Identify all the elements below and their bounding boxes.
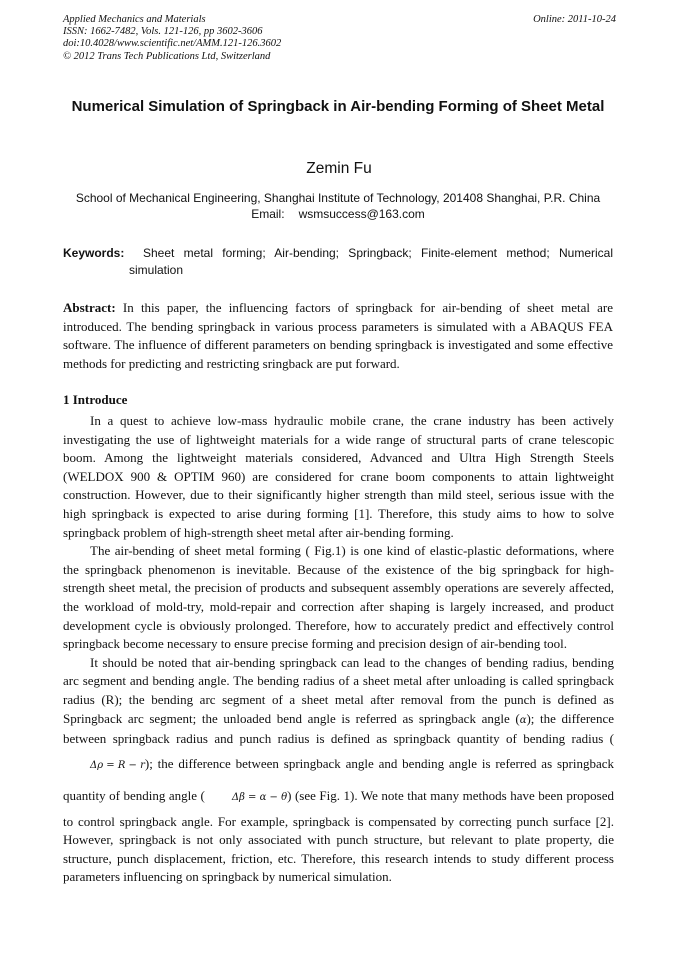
keywords-line-1 [63, 245, 613, 262]
paragraph-3-part-c: ); the difference between springback angle and bending angle is referred as springback quantity of bending angle ( [63, 755, 614, 803]
affiliation-block [63, 190, 613, 222]
paragraph-2: The air-bending of sheet metal forming ( Fig.1) is one kind of elastic-plastic deformations, where the springback phenomenon is inevitable. Because of the existence of the big springback for high-strength sheet metal, the precision of products and subsequent assembly operations are severely affected, the workload of mold-try, mold-repair and correction after shaping is largely increased, and product development cycle is obviously prolonged. Therefore, how to accurately predict and effectively control springback become necessary to ensure precise forming and precision design of air-bending tool. [63, 543, 614, 652]
alpha-symbol: α [519, 714, 527, 726]
keywords-line-2: simulation [129, 263, 184, 277]
online-date: Online: 2011-10-24 [533, 14, 616, 25]
email-label: Email: [251, 207, 285, 221]
paper-title: Numerical Simulation of Springback in Air-bending Forming of Sheet Metal [71, 98, 605, 115]
journal-header [63, 14, 616, 63]
affiliation: School of Mechanical Engineering, Shanghai Institute of Technology, 201408 Shanghai, P.R. China [75, 191, 601, 205]
paragraph-3 [63, 654, 614, 887]
paragraph-3-part-a: It should be noted that air-bending springback can lead to the changes of bending radius, bending arc segment and bending angle. The bending radius of a sheet metal after unloading is called springback radius (R); the bending arc segment of a sheet metal after removal from the punch is defined as Springback arc segment; the unloaded bend angle is referred as springback angle ( [63, 654, 614, 726]
paragraph-1: In a quest to achieve low-mass hydraulic mobile crane, the crane industry has been actively investigating the use of lightweight materials for a wide range of structural parts of crane telescopic boom. Among the lightweight materials considered, Advanced and Ultra High Strength Steels (WELDOX 900 & OPTIM 960) are considered for crane boom components to attain lightweight construction. However, due to their significantly higher strength than mild steel, serious issue with the high springback is expected to arise during forming [1]. Therefore, this study aims to how to solve springback problem of high-strength sheet metal after air-bending forming. [63, 413, 614, 540]
author-name: Zemin Fu [306, 160, 372, 177]
abstract-label: Abstract: [63, 300, 116, 315]
equation-delta-beta: Δβ = α − θ [231, 791, 288, 803]
paragraph-3-part-b: ); the difference between springback radius and punch radius is defined as springback quantity of bending radius ( [63, 710, 614, 747]
email-line [63, 206, 613, 222]
issn-line: ISSN: 1662-7482, Vols. 121-126, pp 3602-3606 [63, 26, 263, 38]
copyright-line: © 2012 Trans Tech Publications Ltd, Switzerland [63, 50, 271, 62]
journal-name: Applied Mechanics and Materials [63, 14, 206, 25]
equation-delta-rho: Δρ = R − r [90, 759, 145, 771]
section-body [63, 412, 614, 887]
abstract-text: In this paper, the influencing factors of springback for air-bending of sheet metal are introduced. The bending springback in various process parameters is simulated with a ABAQUS FEA software. The influence of different parameters on bending springback is investigated and some effective methods for predicting and restricting sringback are put forward. [63, 300, 614, 371]
section-heading: 1 Introduce [63, 392, 128, 407]
keywords-label: Keywords: [63, 246, 125, 260]
paragraph-3-part-d: ) (see Fig. 1). We note that many methods have been proposed to control springback angle. For example, springback is compensated by correcting punch surface [2]. However, springback is not only associated with punch structure, but relevant to plate property, die structure, punch displacement, friction, etc. Therefore, this research intends to study different process parameters influencing on springback by numerical simulation. [63, 787, 614, 885]
keywords-text: Sheet metal forming; Air-bending; Springback; Finite-element method; Numerical [142, 246, 614, 260]
abstract-block [63, 299, 613, 373]
doi-line: doi:10.4028/www.scientific.net/AMM.121-126.3602 [63, 38, 282, 50]
email-address: wsmsuccess@163.com [298, 207, 425, 221]
keywords-block [63, 245, 613, 279]
